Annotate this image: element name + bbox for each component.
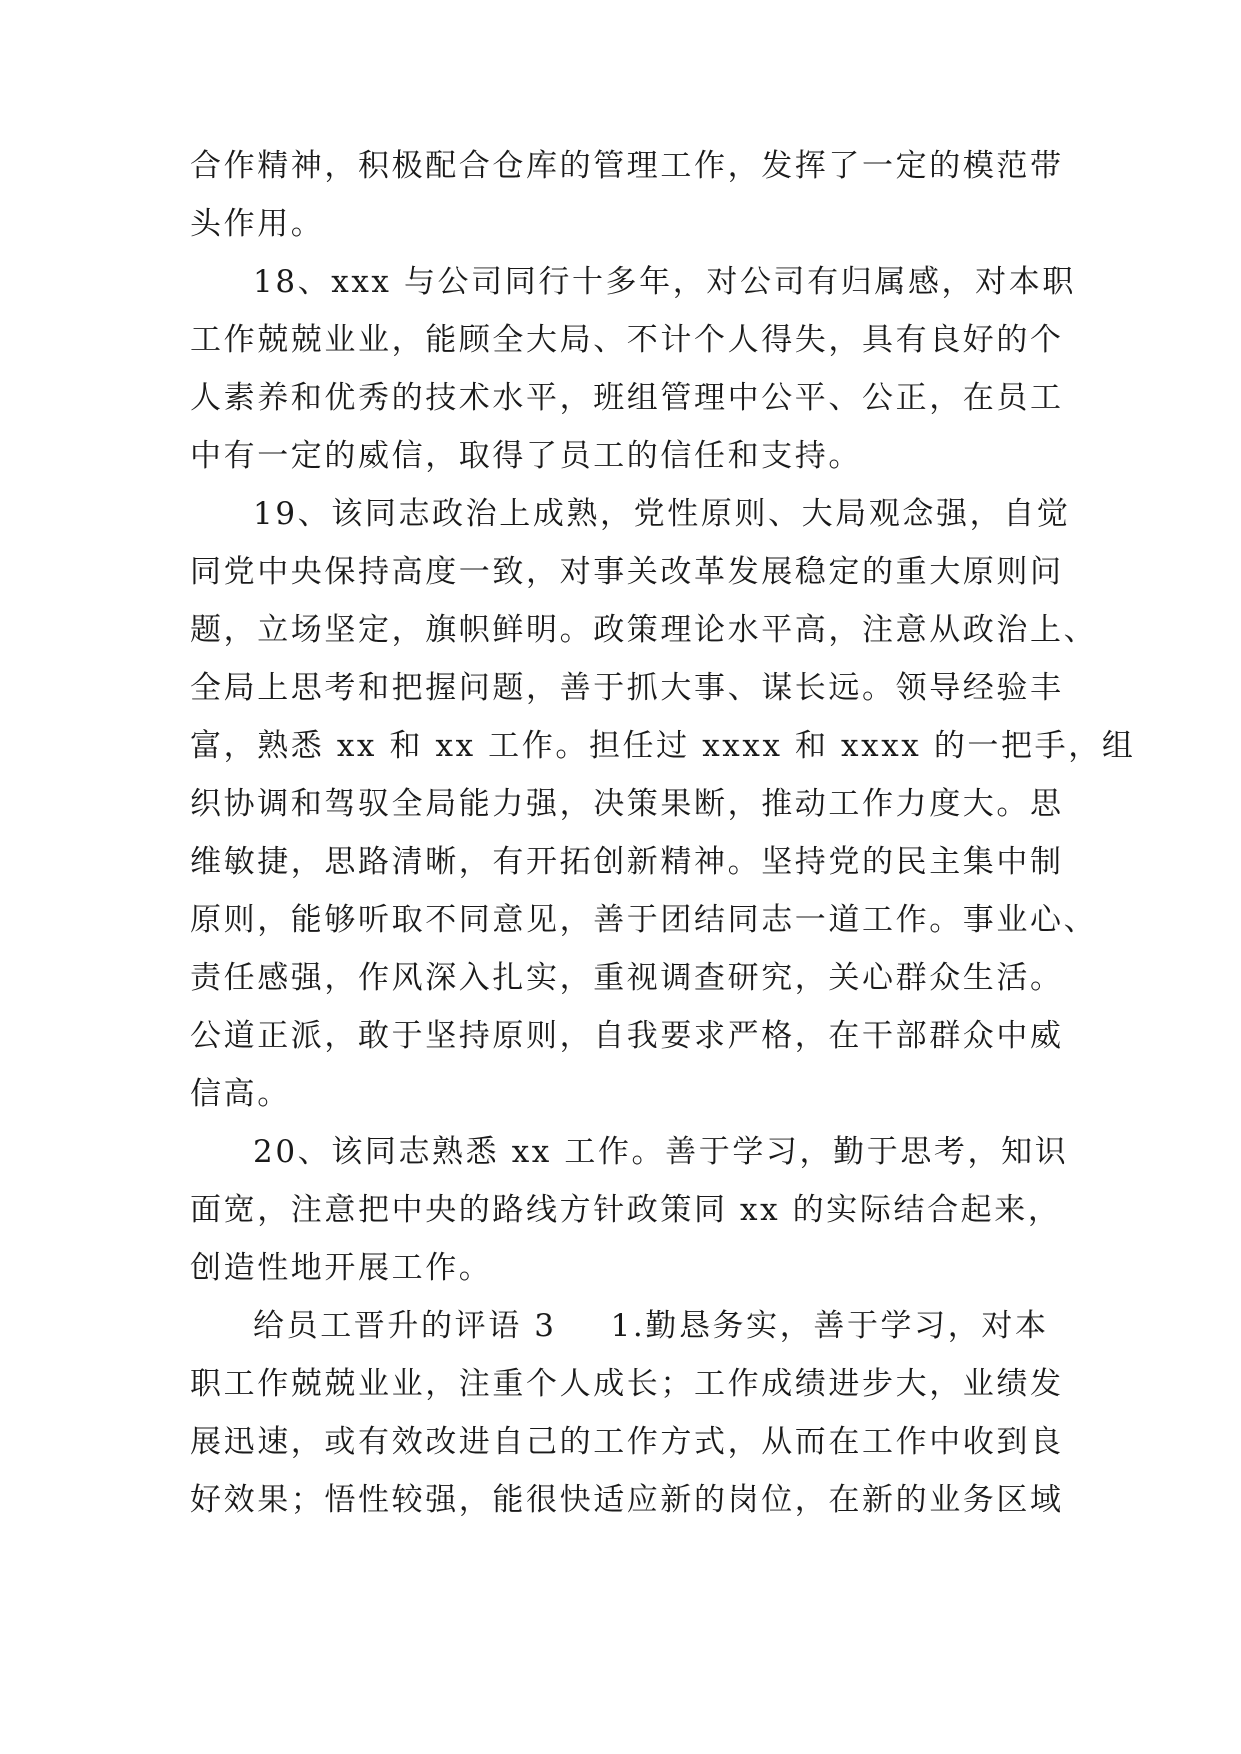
text-line: 面宽，注意把中央的路线方针政策同 xx 的实际结合起来， xyxy=(190,1192,1062,1228)
paragraph-20-start: 20、该同志熟悉 xx 工作。善于学习，勤于思考，知识 xyxy=(253,1134,1069,1170)
text-line: 头作用。 xyxy=(190,206,325,242)
text-line: 织协调和驾驭全局能力强，决策果断，推动工作力度大。思 xyxy=(190,786,1064,822)
paragraph-18-start: 18、xxx 与公司同行十多年，对公司有归属感，对本职 xyxy=(253,264,1076,300)
text-line: 富，熟悉 xx 和 xx 工作。担任过 xxxx 和 xxxx 的一把手，组 xyxy=(190,728,1136,764)
text-line: 同党中央保持高度一致，对事关改革发展稳定的重大原则问 xyxy=(190,554,1064,590)
text-line: 维敏捷，思路清晰，有开拓创新精神。坚持党的民主集中制 xyxy=(190,844,1064,880)
text-line: 题，立场坚定，旗帜鲜明。政策理论水平高，注意从政治上、 xyxy=(190,612,1098,648)
text-line: 展迅速，或有效改进自己的工作方式，从而在工作中收到良 xyxy=(190,1424,1064,1460)
text-line: 工作兢兢业业，能顾全大局、不计个人得失，具有良好的个 xyxy=(190,322,1064,358)
text-line: 全局上思考和把握问题，善于抓大事、谋长远。领导经验丰 xyxy=(190,670,1064,706)
text-line: 职工作兢兢业业，注重个人成长；工作成绩进步大，业绩发 xyxy=(190,1366,1064,1402)
text-line: 责任感强，作风深入扎实，重视调查研究，关心群众生活。 xyxy=(190,960,1064,996)
text-line: 创造性地开展工作。 xyxy=(190,1250,493,1286)
section-first-item: 1.勤恳务实，善于学习，对本 xyxy=(610,1308,1049,1344)
text-line: 人素养和优秀的技术水平，班组管理中公平、公正，在员工 xyxy=(190,380,1064,416)
section-heading: 给员工晋升的评语 3 xyxy=(253,1308,557,1344)
text-line: 合作精神，积极配合仓库的管理工作，发挥了一定的模范带 xyxy=(190,148,1064,184)
text-line: 好效果；悟性较强，能很快适应新的岗位，在新的业务区域 xyxy=(190,1482,1064,1518)
text-line: 原则，能够听取不同意见，善于团结同志一道工作。事业心、 xyxy=(190,902,1098,938)
text-line: 公道正派，敢于坚持原则，自我要求严格，在干部群众中威 xyxy=(190,1018,1064,1054)
text-line: 信高。 xyxy=(190,1076,291,1112)
text-line: 中有一定的威信，取得了员工的信任和支持。 xyxy=(190,438,862,474)
paragraph-19-start: 19、该同志政治上成熟，党性原则、大局观念强，自觉 xyxy=(253,496,1071,532)
section-heading-line xyxy=(253,1306,1070,1346)
